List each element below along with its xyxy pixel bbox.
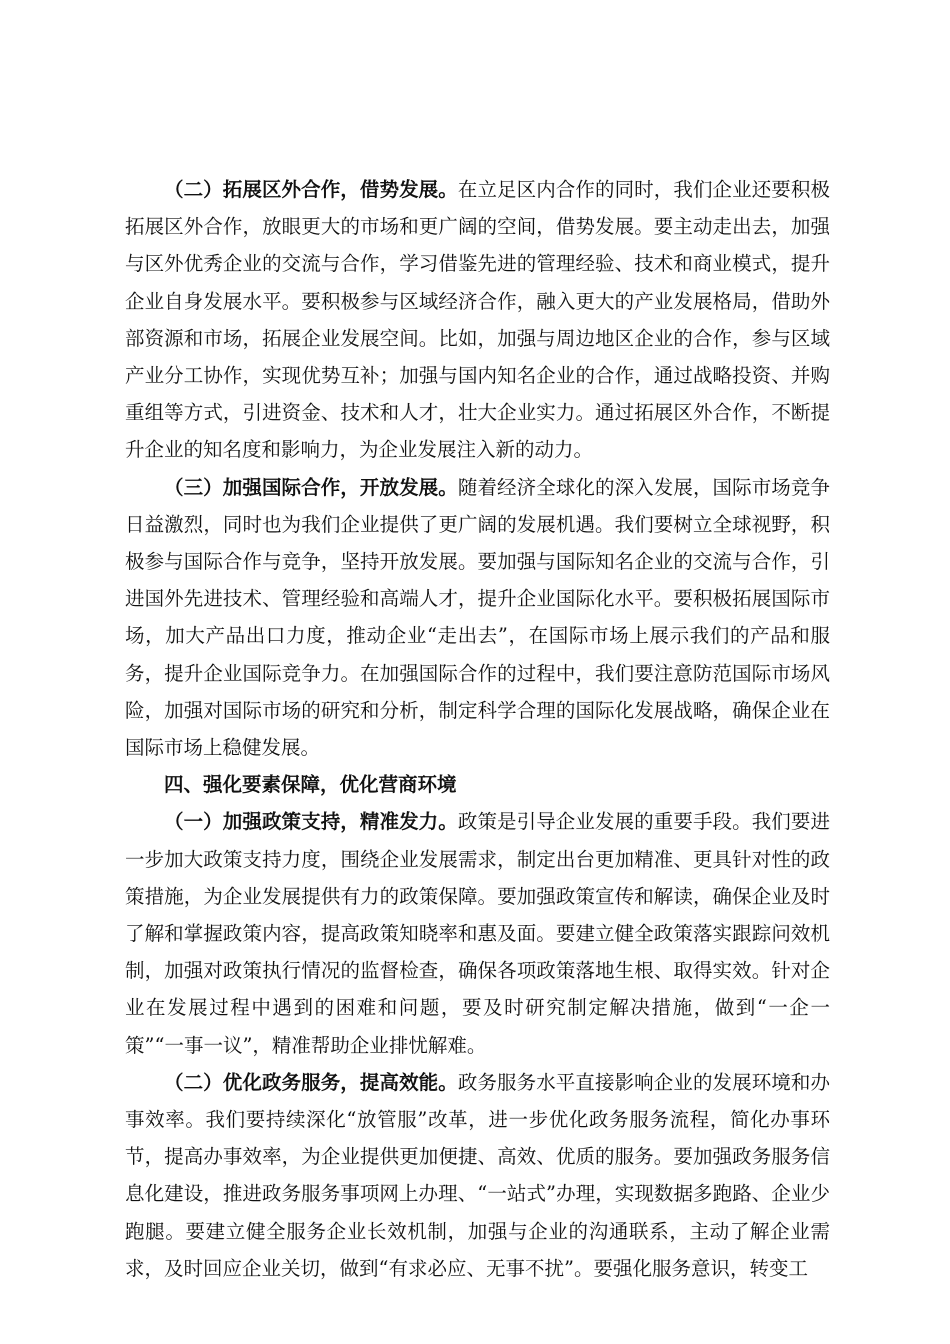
section-heading: 四、强化要素保障，优化营商环境 [164, 773, 457, 797]
paragraph-policy-support [125, 803, 830, 1063]
paragraph-body: 政务服务水平直接影响企业的发展环境和办事效率。我们要持续深化“放管服”改革，进一步优化政务服务流程，简化办事环节，提高办事效率，为企业提供更加便捷、高效、优质的服务。要加强政务服务信息化建设，推进政务服务事项网上办理、“一站式”办理，实现数据多跑路、企业少跑腿。要建立健全服务企业长效机制，加强与企业的沟通联系，主动了解企业需求，及时回应企业关切，做到“有求必应、无事不扰”。要强化服务意识，转变工 [125, 1070, 830, 1280]
paragraph-body: 在立足区内合作的同时，我们企业还要积极拓展区外合作，放眼更大的市场和更广阔的空间，借势发展。要主动走出去，加强与区外优秀企业的交流与合作，学习借鉴先进的管理经验、技术和商业模式，提升企业自身发展水平。要积极参与区域经济合作，融入更大的产业发展格局，借助外部资源和市场，拓展企业发展空间。比如，加强与周边地区企业的合作，参与区域产业分工协作，实现优势互补；加强与国内知名企业的合作，通过战略投资、并购重组等方式，引进资金、技术和人才，壮大企业实力。通过拓展区外合作，不断提升企业的知名度和影响力，为企业发展注入新的动力。 [125, 178, 830, 462]
paragraph-body: 随着经济全球化的深入发展，国际市场竞争日益激烈，同时也为我们企业提供了更广阔的发展机遇。我们要树立全球视野，积极参与国际合作与竞争，坚持开放发展。要加强与国际知名企业的交流与合作，引进国外先进技术、管理经验和高端人才，提升企业国际化水平。要积极拓展国际市场，加大产品出口力度，推动企业“走出去”，在国际市场上展示我们的产品和服务，提升企业国际竞争力。在加强国际合作的过程中，我们要注意防范国际市场风险，加强对国际市场的研究和分析，制定科学合理的国际化发展战略，确保企业在国际市场上稳健发展。 [125, 475, 830, 760]
paragraph-government-services [125, 1064, 830, 1287]
paragraph-body: 政策是引导企业发展的重要手段。我们要进一步加大政策支持力度，围绕企业发展需求，制定出台更加精准、更具针对性的政策措施，为企业发展提供有力的政策保障。要加强政策宣传和解读，确保企业及时了解和掌握政策内容，提高政策知晓率和惠及面。要建立健全政策落实跟踪问效机制，加强对政策执行情况的监督检查，确保各项政策落地生根、取得实效。针对企业在发展过程中遇到的困难和问题，要及时研究制定解决措施，做到“一企一策”“一事一议”，精准帮助企业排忧解难。 [125, 810, 830, 1057]
document-page [125, 171, 830, 1287]
paragraph-international-cooperation [125, 469, 830, 767]
paragraph-regional-cooperation [125, 171, 830, 469]
paragraph-lead: （三）加强国际合作，开放发展。 [164, 475, 458, 499]
paragraph-lead: （一）加强政策支持，精准发力。 [164, 810, 458, 834]
paragraph-lead: （二）拓展区外合作，借势发展。 [164, 178, 458, 201]
paragraph-lead: （二）优化政务服务，提高效能。 [164, 1070, 458, 1094]
